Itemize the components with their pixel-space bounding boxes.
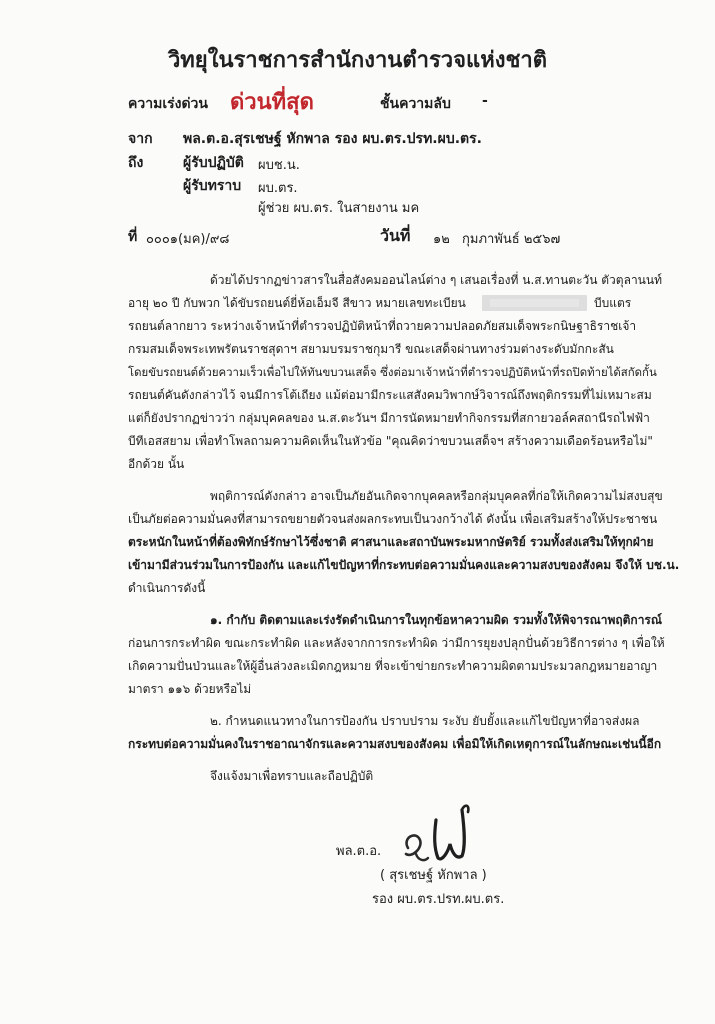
date-month-year: กุมภาพันธ์ ๒๕๖๗ <box>462 232 561 247</box>
p1-line-5: โดยขับรถยนต์ด้วยความเร็วเพื่อไปให้ทันขบวนเสด็จ ซึ่งต่อมาเจ้าหน้าที่ตำรวจปฏิบัติหน้าที่รถปิดท้ายได้สกัดกั้น <box>128 365 657 379</box>
p1-line-3: รถยนต์ลากยาว ระหว่างเจ้าหน้าที่ตำรวจปฏิบัติหน้าที่ถวายความปลอดภัยสมเด็จพระกนิษฐาธิราชเจ้า <box>128 319 637 333</box>
p3-line-2: ก่อนการกระทำผิด ขณะกระทำผิด และหลังจากการกระทำผิด ว่ามีการยุยงปลุกปั่นด้วยวิธีการต่าง ๆ เพื่อให้ <box>128 636 665 650</box>
document-title: วิทยุในราชการสำนักงานตำรวจแห่งชาติ <box>167 48 548 73</box>
p3-line-3: เกิดความปั่นป่วนและให้ผู้อื่นล่วงละเมิดกฎหมาย ที่จะเข้าข่ายกระทำความผิดตามประมวลกฎหมายอาญา <box>128 659 658 673</box>
p4-line-2: กระทบต่อความมั่นคงในราชอาณาจักรและความสงบของสังคม เพื่อมิให้เกิดเหตุการณ์ในลักษณะเช่นนี้อีก <box>128 737 662 751</box>
to-label: ถึง <box>128 155 144 171</box>
p2-line-4: เข้ามามีส่วนร่วมในการป้องกัน และแก้ไขปัญหาที่กระทบต่อความมั่นคงและความสงบของสังคม จึงให้ บช.น. <box>128 558 680 572</box>
urgency-label: ความเร่งด่วน <box>128 96 208 112</box>
from-value: พล.ต.อ.สุรเชษฐ์ หักพาล รอง ผบ.ตร.ปรท.ผบ.ตร. <box>183 131 482 147</box>
ref-no-label: ที่ <box>128 229 138 245</box>
info-recipient-value-2: ผู้ช่วย ผบ.ตร. ในสายงาน มค <box>258 201 420 216</box>
signatory-position: รอง ผบ.ตร.ปรท.ผบ.ตร. <box>372 892 505 907</box>
p1-line-2: อายุ ๒๐ ปี กับพวก ได้ขับรถยนต์ยี่ห้อเอ็มจี สีขาว หมายเลขทะเบียน <box>128 296 466 310</box>
urgency-value: ด่วนที่สุด <box>230 90 314 115</box>
p4-line-1: ๒. กำหนดแนวทางในการป้องกัน ปราบปราม ระงับ ยับยั้งและแก้ไขปัญหาที่อาจส่งผล <box>210 714 640 728</box>
ref-no-value: ๐๐๐๑(มค)/๙๘ <box>146 232 230 247</box>
p1-line-1: ด้วยได้ปรากฏข่าวสารในสื่อสังคมออนไลน์ต่าง ๆ เสนอเรื่องที่ น.ส.ทานตะวัน ตัวตุลานนท์ <box>210 273 662 287</box>
p1-line-8: บีทีเอสสยาม เพื่อทำโพลถามความคิดเห็นในหัวข้อ "คุณคิดว่าขบวนเสด็จฯ สร้างความเดือดร้อนหรือไม่" <box>128 434 653 448</box>
p1-line-2-end: บีบแตร <box>594 296 632 310</box>
p3-line-4: มาตรา ๑๑๖ ด้วยหรือไม่ <box>128 682 252 696</box>
secrecy-value: - <box>482 93 488 109</box>
handwritten-signature <box>398 800 488 870</box>
info-recipient-value-1: ผบ.ตร. <box>258 181 298 196</box>
p1-line-9: อีกด้วย นั้น <box>128 457 185 471</box>
action-recipient-label: ผู้รับปฏิบัติ <box>183 155 244 171</box>
action-recipient-value: ผบช.น. <box>258 158 300 173</box>
p3-line-1: ๑. กำกับ ติดตามและเร่งรัดดำเนินการในทุกข้อหาความผิด รวมทั้งให้พิจารณาพฤติการณ์ <box>210 613 663 627</box>
from-label: จาก <box>128 131 153 147</box>
redacted-plate <box>482 295 587 311</box>
info-recipient-label: ผู้รับทราบ <box>183 178 242 194</box>
secrecy-label: ชั้นความลับ <box>380 96 451 112</box>
p1-line-7: แต่ก็ยังปรากฏข่าวว่า กลุ่มบุคคลของ น.ส.ตะวันฯ มีการนัดหมายทำกิจกรรมที่สกายวอล์คสถานีรถไฟฟ้า <box>128 411 650 425</box>
signatory-rank: พล.ต.อ. <box>336 844 382 859</box>
p1-line-6: รถยนต์คันดังกล่าวไว้ จนมีการโต้เถียง แม้ต่อมามีกระแสสังคมวิพากษ์วิจารณ์ถึงพฤติกรรมที่ไม่เหมาะสม <box>128 388 652 402</box>
date-day: ๑๒ <box>433 232 450 247</box>
p2-line-3: ตระหนักในหน้าที่ต้องพิทักษ์รักษาไว้ซึ่งชาติ ศาสนาและสถาบันพระมหากษัตริย์ รวมทั้งส่งเสริมให้ทุกฝ่าย <box>128 535 654 549</box>
p1-line-4: กรมสมเด็จพระเทพรัตนราชสุดาฯ สยามบรมราชกุมารี ขณะเสด็จผ่านทางร่วมต่างระดับมักกะสัน <box>128 342 614 356</box>
p2-line-2: เป็นภัยต่อความมั่นคงที่สามารถขยายตัวจนส่งผลกระทบเป็นวงกว้างได้ ดังนั้น เพื่อเสริมสร้างให้ประชาชน <box>128 512 658 526</box>
p2-line-5: ดำเนินการดังนี้ <box>128 581 206 595</box>
date-label: วันที่ <box>380 226 411 245</box>
signatory-name: ( สุรเชษฐ์ หักพาล ) <box>380 868 487 883</box>
closing-line: จึงแจ้งมาเพื่อทราบและถือปฏิบัติ <box>210 769 374 783</box>
p2-line-1: พฤติการณ์ดังกล่าว อาจเป็นภัยอันเกิดจากบุคคลหรือกลุ่มบุคคลที่ก่อให้เกิดความไม่สงบสุข <box>210 489 663 503</box>
